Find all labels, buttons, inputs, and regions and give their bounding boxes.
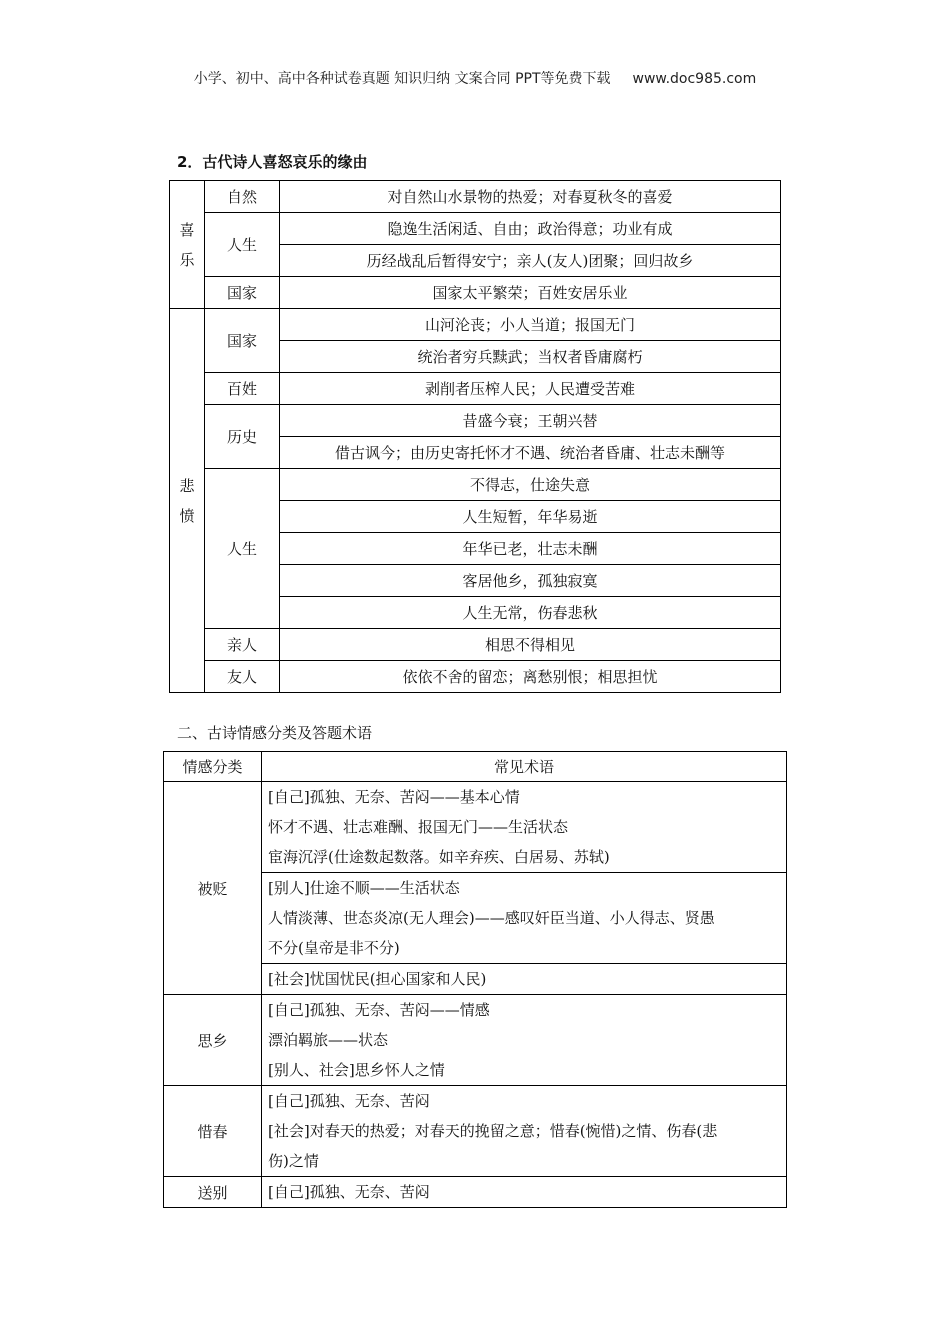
table-cell: 年华已老，壮志未酬 (280, 533, 781, 565)
category-cell: 送别 (164, 1177, 262, 1208)
sub-label: 人生 (205, 469, 280, 629)
table-cell: 相思不得相见 (280, 629, 781, 661)
column-header: 情感分类 (164, 752, 262, 782)
category-cell: 惜春 (164, 1086, 262, 1177)
terms-cell: [别人]仕途不顺——生活状态 人情淡薄、世态炎凉(无人理会)——感叹奸臣当道、小人得志、贤愚 不分(皇帝是非不分) (262, 873, 787, 964)
terms-cell: [自己]孤独、无奈、苦闷——情感 漂泊羁旅——状态 [别人、社会]思乡怀人之情 (262, 995, 787, 1086)
sub-label: 亲人 (205, 629, 280, 661)
sub-label: 人生 (205, 213, 280, 277)
sub-label: 历史 (205, 405, 280, 469)
emotion-origin-table (169, 180, 781, 693)
joy-label: 喜 乐 (170, 181, 205, 309)
table-cell: 人生无常，伤春悲秋 (280, 597, 781, 629)
table-cell: 借古讽今；由历史寄托怀才不遇、统治者昏庸、壮志未酬等 (280, 437, 781, 469)
sub-label: 国家 (205, 277, 280, 309)
emotion-terms-table (163, 751, 787, 1208)
sub-label: 友人 (205, 661, 280, 693)
category-cell: 思乡 (164, 995, 262, 1086)
table-cell: 人生短暂，年华易逝 (280, 501, 781, 533)
table-cell: 统治者穷兵黩武；当权者昏庸腐朽 (280, 341, 781, 373)
category-cell: 被贬 (164, 782, 262, 995)
table-cell: 山河沦丧；小人当道；报国无门 (280, 309, 781, 341)
table-cell: 历经战乱后暂得安宁；亲人(友人)团聚；回归故乡 (280, 245, 781, 277)
sub-label: 国家 (205, 309, 280, 373)
table-cell: 昔盛今衰；王朝兴替 (280, 405, 781, 437)
sub-label: 自然 (205, 181, 280, 213)
terms-cell: [自己]孤独、无奈、苦闷——基本心情 怀才不遇、壮志难酬、报国无门——生活状态 宦海沉浮(仕途数起数落。如辛弃疾、白居易、苏轼) (262, 782, 787, 873)
table-cell: 客居他乡，孤独寂寞 (280, 565, 781, 597)
section2-title: 二、古诗情感分类及答题术语 (177, 724, 373, 742)
table-cell: 隐逸生活闲适、自由；政治得意；功业有成 (280, 213, 781, 245)
table-cell: 国家太平繁荣；百姓安居乐业 (280, 277, 781, 309)
table-cell: 不得志，仕途失意 (280, 469, 781, 501)
terms-cell: [自己]孤独、无奈、苦闷 (262, 1177, 787, 1208)
page-header (0, 68, 950, 88)
section1-title: 2．古代诗人喜怒哀乐的缘由 (177, 153, 368, 171)
table-cell: 对自然山水景物的热爱；对春夏秋冬的喜爱 (280, 181, 781, 213)
column-header: 常见术语 (262, 752, 787, 782)
terms-cell: [社会]忧国忧民(担心国家和人民) (262, 964, 787, 995)
table-cell: 依依不舍的留恋；离愁别恨；相思担忧 (280, 661, 781, 693)
table-cell: 剥削者压榨人民；人民遭受苦难 (280, 373, 781, 405)
grief-label: 悲 愤 (170, 309, 205, 693)
header-text: 小学、初中、高中各种试卷真题 知识归纳 文案合同 PPT等免费下载 (193, 71, 611, 87)
sub-label: 百姓 (205, 373, 280, 405)
terms-cell: [自己]孤独、无奈、苦闷 [社会]对春天的热爱；对春天的挽留之意；惜春(惋惜)之情、伤春(悲 伤)之情 (262, 1086, 787, 1177)
header-url[interactable]: www.doc985.com (632, 71, 757, 87)
